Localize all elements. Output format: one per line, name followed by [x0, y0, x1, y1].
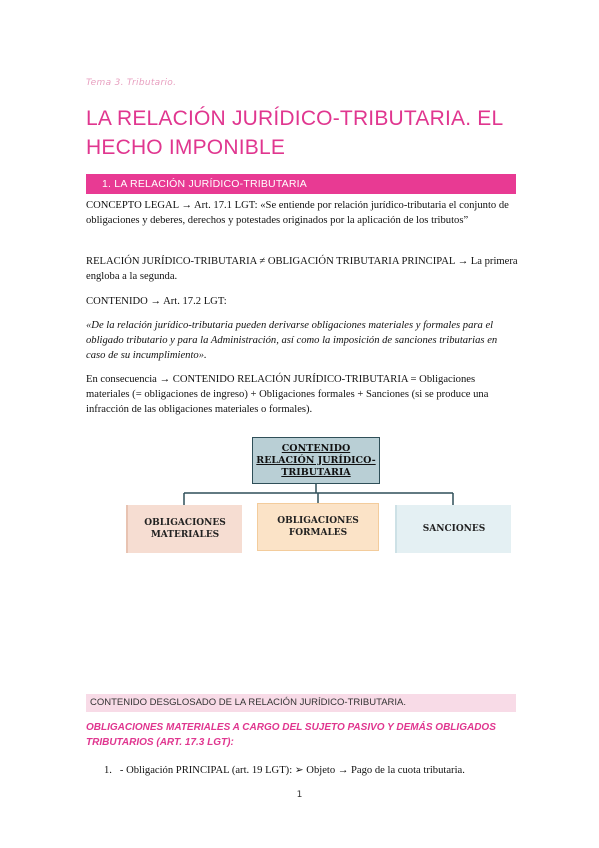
list-item-text: - Obligación PRINCIPAL (art. 19 LGT): ➢ Objeto → Pago de la cuota tributaria. [119, 765, 465, 776]
diagram-root-box: CONTENIDO RELACIÓN JURÍDICO-TRIBUTARIA [252, 437, 380, 484]
list-item [104, 764, 465, 776]
diagram-box-material-obligations: OBLIGACIONES MATERIALES [126, 505, 242, 553]
diagram-box-sanctions: SANCIONES [395, 505, 511, 553]
paragraph-content-heading: CONTENIDO → Art. 17.2 LGT: [86, 296, 227, 307]
section-heading-1: 1. LA RELACIÓN JURÍDICO-TRIBUTARIA [86, 174, 516, 194]
subheading-material-obligations: OBLIGACIONES MATERIALES A CARGO DEL SUJETO PASIVO Y DEMÁS OBLIGADOS TRIBUTARIOS (ART. 17.3 LGT): [86, 722, 496, 748]
paragraph-consequence: En consecuencia → CONTENIDO RELACIÓN JURÍDICO-TRIBUTARIA = Obligaciones materiales (= obligaciones de ingreso) + Obligaciones formales + Sanciones (si se produce una infracción de las obligaciones materiales o formales). [86, 374, 489, 415]
section-heading-2: CONTENIDO DESGLOSADO DE LA RELACIÓN JURÍDICO-TRIBUTARIA. [86, 694, 516, 712]
paragraph-relation-vs-obligation: RELACIÓN JURÍDICO-TRIBUTARIA ≠ OBLIGACIÓN TRIBUTARIA PRINCIPAL → La primera engloba a la segunda. [86, 256, 518, 282]
paragraph-legal-concept: CONCEPTO LEGAL → Art. 17.1 LGT: «Se entiende por relación jurídico-tributaria el conjunto de obligaciones y deberes, derechos y potestades originados por la aplicación de los tributos” [86, 200, 509, 226]
page-title: LA RELACIÓN JURÍDICO-TRIBUTARIA. EL HECHO IMPONIBLE [86, 107, 503, 159]
list-item-number: 1. [104, 765, 112, 776]
topic-label: Tema 3. Tributario. [86, 78, 177, 88]
paragraph-quote: «De la relación jurídico-tributaria pueden derivarse obligaciones materiales y formales para el obligado tributario y para la Administración, así como la imposición de sanciones tributarias en caso de su incumplimiento». [86, 320, 498, 361]
diagram-box-formal-obligations: OBLIGACIONES FORMALES [257, 503, 379, 551]
page-number: 1 [296, 790, 303, 800]
